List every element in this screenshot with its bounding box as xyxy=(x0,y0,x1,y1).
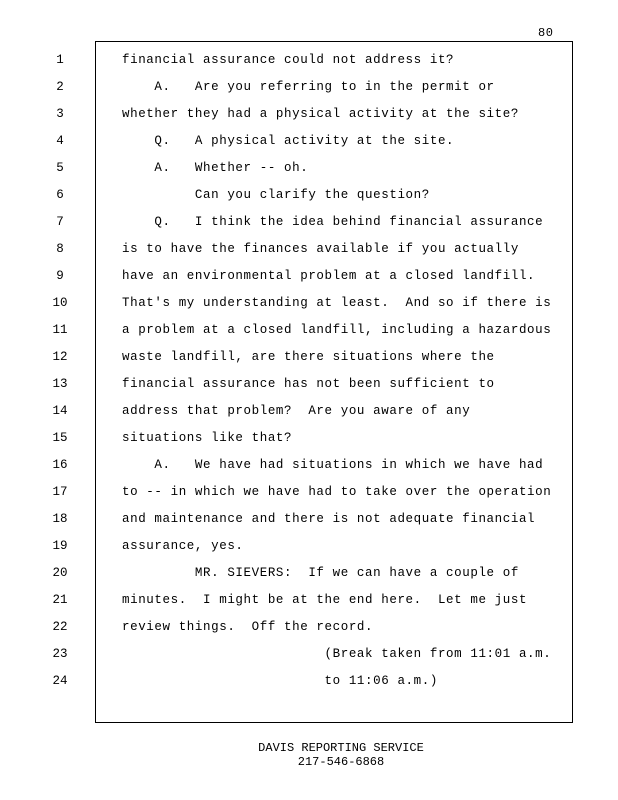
transcript-line xyxy=(0,74,618,101)
transcript-line xyxy=(0,587,618,614)
reporter-phone: 217-546-6868 xyxy=(297,755,385,769)
transcript-line xyxy=(0,182,618,209)
line-number: 10 xyxy=(52,296,68,310)
line-number: 22 xyxy=(52,620,68,634)
transcript-line xyxy=(0,668,618,695)
line-text: A. Whether -- oh. xyxy=(122,161,309,175)
line-number: 16 xyxy=(52,458,68,472)
line-text: Q. A physical activity at the site. xyxy=(122,134,455,148)
line-number: 3 xyxy=(56,107,64,121)
line-text: financial assurance could not address it? xyxy=(122,53,455,67)
line-number: 7 xyxy=(56,215,64,229)
line-text: assurance, yes. xyxy=(122,539,244,553)
line-text: address that problem? Are you aware of any xyxy=(122,404,471,418)
line-number: 5 xyxy=(56,161,64,175)
transcript-line xyxy=(0,47,618,74)
line-text: That's my understanding at least. And so if there is xyxy=(122,296,552,310)
line-text: whether they had a physical activity at the site? xyxy=(122,107,519,121)
transcript-line xyxy=(0,263,618,290)
line-number: 20 xyxy=(52,566,68,580)
line-text: Can you clarify the question? xyxy=(122,188,430,202)
page-number: 80 xyxy=(538,26,554,40)
line-number: 9 xyxy=(56,269,64,283)
line-number: 4 xyxy=(56,134,64,148)
line-number: 23 xyxy=(52,647,68,661)
line-text: is to have the finances available if you actually xyxy=(122,242,519,256)
line-number: 24 xyxy=(52,674,68,688)
line-text: Q. I think the idea behind financial assurance xyxy=(122,215,544,229)
transcript-line xyxy=(0,425,618,452)
transcript-line xyxy=(0,290,618,317)
transcript-line xyxy=(0,128,618,155)
line-text: situations like that? xyxy=(122,431,293,445)
transcript-line xyxy=(0,506,618,533)
line-text: A. We have had situations in which we have had xyxy=(122,458,544,472)
line-number: 1 xyxy=(56,53,64,67)
transcript-line xyxy=(0,155,618,182)
line-number: 18 xyxy=(52,512,68,526)
line-number: 14 xyxy=(52,404,68,418)
transcript-line xyxy=(0,344,618,371)
line-number: 6 xyxy=(56,188,64,202)
line-text: minutes. I might be at the end here. Let me just xyxy=(122,593,528,607)
line-text: to 11:06 a.m.) xyxy=(122,674,438,688)
transcript-line xyxy=(0,236,618,263)
transcript-line xyxy=(0,533,618,560)
transcript-line xyxy=(0,209,618,236)
footer xyxy=(0,741,618,769)
line-text: review things. Off the record. xyxy=(122,620,374,634)
transcript-line xyxy=(0,101,618,128)
line-text: and maintenance and there is not adequate financial xyxy=(122,512,536,526)
line-number: 19 xyxy=(52,539,68,553)
line-text: waste landfill, are there situations where the xyxy=(122,350,495,364)
line-text: a problem at a closed landfill, including a hazardous xyxy=(122,323,552,337)
transcript-line xyxy=(0,560,618,587)
transcript-line xyxy=(0,641,618,668)
transcript-line xyxy=(0,479,618,506)
line-text: MR. SIEVERS: If we can have a couple of xyxy=(122,566,519,580)
line-number: 21 xyxy=(52,593,68,607)
line-text: to -- in which we have had to take over the operation xyxy=(122,485,552,499)
line-number: 12 xyxy=(52,350,68,364)
line-number: 2 xyxy=(56,80,64,94)
line-number: 15 xyxy=(52,431,68,445)
line-text: A. Are you referring to in the permit or xyxy=(122,80,495,94)
transcript-line xyxy=(0,614,618,641)
reporter-company: DAVIS REPORTING SERVICE xyxy=(258,741,424,755)
line-number: 17 xyxy=(52,485,68,499)
line-number: 11 xyxy=(52,323,68,337)
transcript-line xyxy=(0,452,618,479)
transcript-line xyxy=(0,371,618,398)
transcript-line xyxy=(0,398,618,425)
transcript-line xyxy=(0,317,618,344)
line-text: have an environmental problem at a closed landfill. xyxy=(122,269,536,283)
line-number: 13 xyxy=(52,377,68,391)
line-text: financial assurance has not been sufficient to xyxy=(122,377,495,391)
line-number: 8 xyxy=(56,242,64,256)
line-text: (Break taken from 11:01 a.m. xyxy=(122,647,552,661)
